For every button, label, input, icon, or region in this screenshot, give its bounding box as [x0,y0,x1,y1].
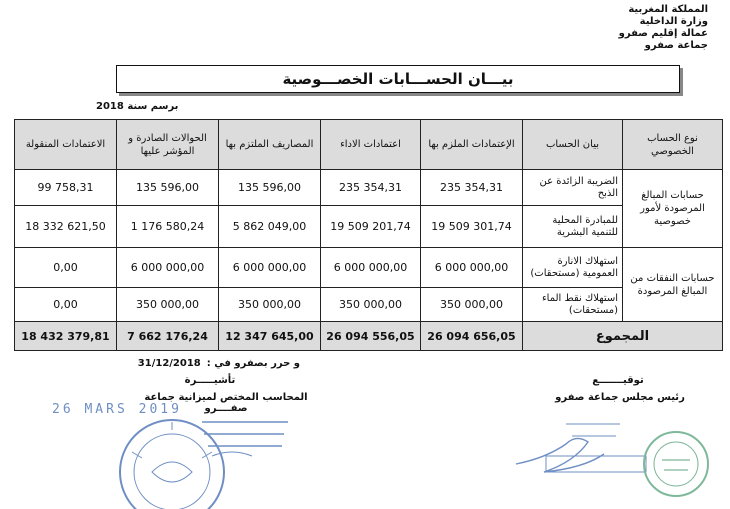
cell-expenses: 6 000 000,00 [219,248,321,288]
done-at-label: و حرر بصفرو في : [206,358,300,369]
cell-payment: 235 354,31 [321,170,421,206]
cell-account-type: حسابات المبالغ المرصودة لأمور خصوصية [623,170,723,248]
cell-committed: 350 000,00 [421,288,523,322]
cell-carried: 0,00 [15,288,117,322]
done-at-date: 31/12/2018 [137,358,201,369]
col-issued-orders: الحوالات الصادرة و المؤشر عليها [117,120,219,170]
commune-seal-icon [640,428,712,500]
cell-payment: 6 000 000,00 [321,248,421,288]
table-row [15,288,723,322]
totals-row [15,322,723,351]
total-committed: 26 094 656,05 [421,322,523,351]
col-committed-expenses: المصاريف الملتزم بها [219,120,321,170]
total-payment: 26 094 556,05 [321,322,421,351]
cell-carried: 0,00 [15,248,117,288]
table-row [15,206,723,248]
total-orders: 7 662 176,24 [117,322,219,351]
table-row [15,248,723,288]
accounts-table [14,119,723,351]
cell-payment: 350 000,00 [321,288,421,322]
col-account-type: نوع الحساب الخصوصي [623,120,723,170]
cell-account-type: حسابات النفقات من المبالغ المرصودة [623,248,723,322]
table-header-row [15,120,723,170]
cell-account-label: الضريبة الزائدة عن الذبح [523,170,623,206]
received-date-stamp: 26 MARS 2019 [52,402,182,417]
cell-expenses: 135 596,00 [219,170,321,206]
cell-account-label: استهلاك الانارة العمومية (مستحقات) [523,248,623,288]
col-account-statement: بيان الحساب [523,120,623,170]
total-expenses: 12 347 645,00 [219,322,321,351]
accountant-stamp-icon [198,414,294,460]
signature-title: توقيـــــــع [592,375,644,386]
cell-payment: 19 509 201,74 [321,206,421,248]
cell-carried: 99 758,31 [15,170,117,206]
cell-orders: 1 176 580,24 [117,206,219,248]
document-title: بيـــان الحســـابات الخصـــوصية [116,65,680,93]
done-at [130,358,300,369]
cell-committed: 19 509 301,74 [421,206,523,248]
letterhead-prefecture: عمالة إقليم صفرو [618,28,708,39]
cell-orders: 6 000 000,00 [117,248,219,288]
table-row [15,170,723,206]
letterhead [548,4,708,52]
cell-expenses: 5 862 049,00 [219,206,321,248]
letterhead-commune: جماعة صفرو [644,40,708,51]
signature-role: رئيس مجلس جماعة صفرو [555,392,685,403]
cell-orders: 350 000,00 [117,288,219,322]
letterhead-kingdom: المملكة المغربية [628,4,708,15]
cell-account-label: للمبادرة المحلية للتنمية البشرية [523,206,623,248]
col-committed-credits: الإعتمادات الملزم بها [421,120,523,170]
total-carried: 18 432 379,81 [15,322,117,351]
cell-committed: 235 354,31 [421,170,523,206]
year-label: برسم سنة 2018 [96,101,179,112]
visa-role: المحاسب المختص لميزانية جماعة صفــــرو [144,392,308,414]
letterhead-ministry: وزارة الداخلية [639,16,708,27]
col-carried-credits: الاعتمادات المنقولة [15,120,117,170]
cell-carried: 18 332 621,50 [15,206,117,248]
cell-expenses: 350 000,00 [219,288,321,322]
cell-account-label: استهلاك نقط الماء (مستحقات) [523,288,623,322]
cell-orders: 135 596,00 [117,170,219,206]
col-payment-credits: اعتمادات الاداء [321,120,421,170]
cell-committed: 6 000 000,00 [421,248,523,288]
visa-title: تأشيـــــرة [184,375,236,386]
total-label: المجموع [523,322,723,351]
president-signature-icon [506,412,656,478]
